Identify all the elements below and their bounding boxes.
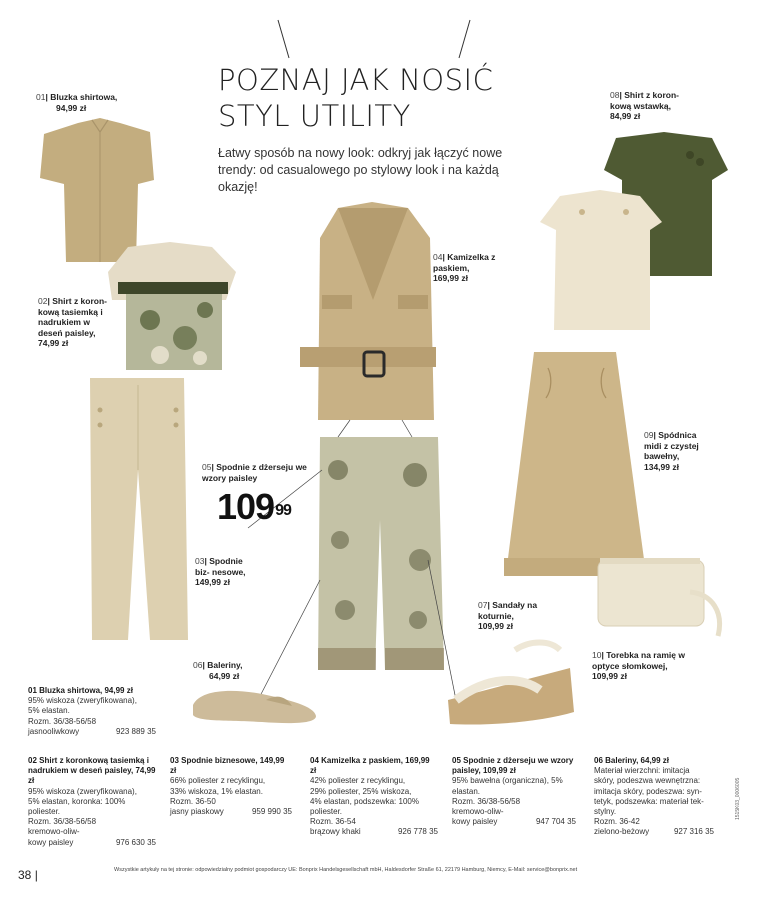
label-wedge-sandals: 07| Sandały na koturnie, 109,99 zł bbox=[478, 600, 538, 631]
product-image-wedge-sandals bbox=[448, 643, 574, 725]
side-code: 1515K03_0006005 bbox=[735, 777, 741, 820]
label-paisley-shirt: 02| Shirt z koron- kową tasiemką i nadrukiem w deseń paisley, 74,99 zł bbox=[38, 296, 107, 348]
page-number: 38 | bbox=[18, 868, 38, 882]
title-line-1: POZNAJ JAK NOSIĆ bbox=[218, 63, 494, 97]
intro-text: Łatwy sposób na nowy look: odkryj jak łączyć nowe trendy: od casualowego po stylowy look i na każdą okazję! bbox=[218, 146, 503, 194]
decor-slash-right bbox=[459, 20, 470, 58]
label-trousers: 03| Spodnie biz- nesowe, 149,99 zł bbox=[195, 556, 246, 587]
label-paisley-trousers: 05| Spodnie z dżerseju we wzory paisley bbox=[202, 462, 307, 483]
spec-blouse: 01 Bluzka shirtowa, 94,99 zł 95% wiskoza (zweryfikowana), 5% elastan. Rozm. 36/38-56/58 jasnooliwkowy 923 889 35 bbox=[28, 686, 156, 736]
product-image-ballerinas bbox=[193, 691, 316, 723]
label-skirt: 09| Spódnica midi z czystej bawełny, 134,99 zł bbox=[644, 430, 699, 472]
label-waistcoat: 04| Kamizelka z paskiem, 169,99 zł bbox=[433, 252, 496, 283]
label-straw-bag: 10| Torebka na ramię w optyce słomkowej, 109,99 zł bbox=[592, 650, 685, 681]
spec-ballerinas: 06 Baleriny, 64,99 zł Materiał wierzchni: imitacja skóry, podeszwa wewnętrzna: imitacja skóry, podeszwa: syn- tetyk, podszewka: materiał tek- stylny. Rozm. 36-42 zielono-beżowy 927 316 35 bbox=[594, 756, 714, 837]
product-image-lace-shirts bbox=[540, 132, 728, 330]
spec-paisley-trousers: 05 Spodnie z dżerseju we wzory paisley, 109,99 zł 95% bawełna (organiczna), 5% elastan. Rozm. 36/38-56/58 kremowo-oliw- kowy paisley 947 704 35 bbox=[452, 756, 576, 827]
featured-price: $109^{99}$ bbox=[217, 486, 291, 527]
title-line-2: STYL UTILITY bbox=[218, 99, 411, 133]
legal-footer: Wszystkie artykuły na tej stronie: odpowiedzialny podmiot gospodarczy UE: Bonprix Handelsgesellschaft mbH, Haldesdorfer Straße 61, 22179 Hamburg, Niemcy, E-Mail: service@bonprix.net bbox=[114, 867, 578, 873]
spec-waistcoat: 04 Kamizelka z paskiem, 169,99 zł 42% poliester z recyklingu, 29% poliester, 25% wiskoza, 4% elastan, podszewka: 100% poliester. Rozm. 36-54 brązowy khaki 926 778 35 bbox=[310, 756, 438, 837]
product-image-paisley-trousers bbox=[318, 420, 444, 670]
decor-slash-left bbox=[278, 20, 289, 58]
label-ballerinas: 06| Baleriny, 64,99 zł bbox=[193, 660, 243, 681]
spec-trousers: 03 Spodnie biznesowe, 149,99 zł 66% poliester z recyklingu, 33% wiskoza, 1% elastan. Rozm. 36-50 jasny piaskowy 959 990 35 bbox=[170, 756, 292, 817]
product-image-paisley-shirt bbox=[108, 242, 236, 370]
product-image-trousers bbox=[90, 378, 188, 640]
product-image-straw-bag bbox=[598, 558, 720, 636]
label-blouse: 01| Bluzka shirtowa, 94,99 zł bbox=[36, 92, 118, 113]
product-image-skirt bbox=[504, 352, 648, 576]
page-title bbox=[218, 62, 493, 134]
spec-paisley-shirt: 02 Shirt z koronkową tasiemką i nadrukiem w deseń paisley, 74,99 zł 95% wiskoza (zweryfikowana), 5% elastan, koronka: 100% poliester. Rozm. 36/38-56/58 kremowo-oliw- kowy paisley 976 630 35 bbox=[28, 756, 156, 847]
product-image-blouse bbox=[40, 118, 154, 262]
label-lace-shirt: 08| Shirt z koron- kową wstawką, 84,99 zł bbox=[610, 90, 679, 121]
product-image-waistcoat bbox=[300, 202, 436, 420]
